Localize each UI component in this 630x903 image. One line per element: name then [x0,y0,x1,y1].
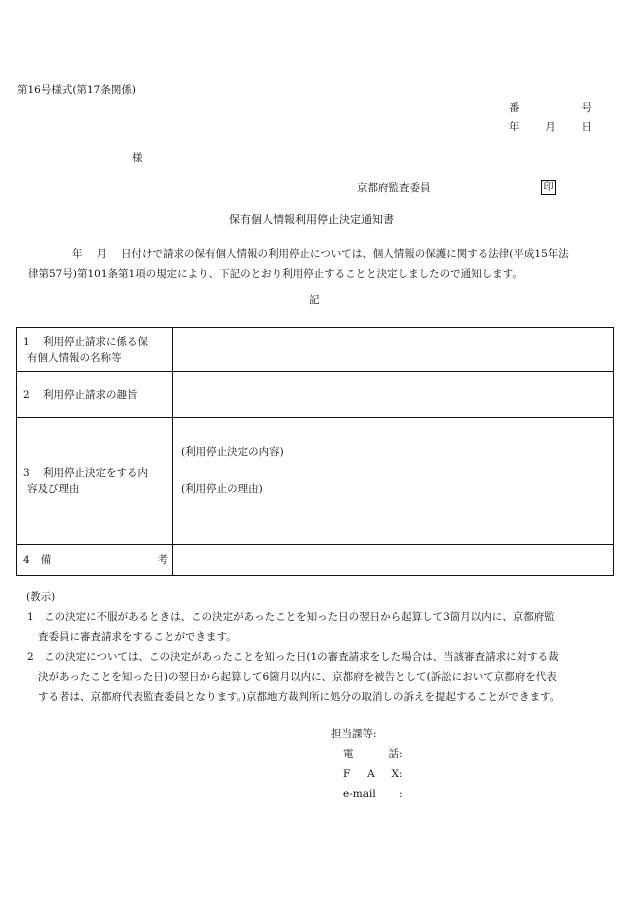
body-line-1: 年 月 日付けで請求の保有個人情報の利用停止については、個人情報の保護に関する法律(平成15年法 [72,248,569,260]
sender-name: 京都府監査委員 [357,182,431,194]
ki-heading: 記 [309,294,320,306]
number-label-ban: 番 [509,102,520,114]
table-row [17,418,614,545]
document-title: 保有個人情報利用停止決定通知書 [229,213,394,226]
seal-mark [541,180,556,195]
date-day: 日 [581,121,592,133]
row-1-label: 1 利用停止請求に係る保 有個人情報の名称等 [17,328,173,372]
contact-fax: F A X : [343,768,403,780]
row-4-label: 4 備 考 [17,545,173,576]
instructions-heading: (教示) [26,591,56,603]
row-3-label: 3 利用停止決定をする内 容及び理由 [17,418,173,545]
number-label-go: 号 [581,102,592,114]
body-line-2: 律第57号)第101条第1項の規定により、下記のとおり利用停止することと決定しましたので通知します。 [28,268,523,280]
form-number: 第16号様式(第17条関係) [17,84,136,96]
seal-box: 印 [541,180,556,195]
decision-content-label: (利用停止決定の内容) [181,446,284,458]
body-date-year: 年 [72,248,83,260]
addressee-suffix: 様 [132,152,143,164]
decision-reason-label: (利用停止の理由) [181,483,263,495]
instruction-item-2: 2 この決定については、この決定があったことを知った日(1の審査請求をした場合は、当該審査請求に対する裁 決があったことを知った日)の翌日から起算して6箇月以内に、京都府を被告として(訴訟において京都府を代表 する者は、京都府代表監査委員となります。)京都地方裁判所に処分の取消しの訴えを提起することができます。 [27,651,561,703]
table-row [17,545,614,576]
body-text [28,244,569,284]
instructions-section [28,587,618,707]
row-2-value [173,372,614,418]
row-2-label: 2 利用停止請求の趣旨 [17,372,173,418]
table-row [17,328,614,372]
date-month: 月 [545,121,556,133]
number-field [509,102,592,115]
date-field [509,121,592,134]
row-3-value [173,418,614,545]
date-year: 年 [509,121,520,133]
table-row [17,372,614,418]
contact-person: 担当課等 : [331,728,377,740]
contact-phone: 電 話 : [343,748,403,760]
row-4-value [173,545,614,576]
contact-email: e-mail : [343,788,403,800]
row-1-value [173,328,614,372]
decision-table [16,327,614,576]
instruction-item-1: 1 この決定に不服があるときは、この決定があったことを知った日の翌日から起算して3箇月以内に、京都府監 査委員に審査請求をすることができます。 [27,611,555,643]
body-date-month: 月 [96,248,107,260]
contact-block [331,724,403,804]
